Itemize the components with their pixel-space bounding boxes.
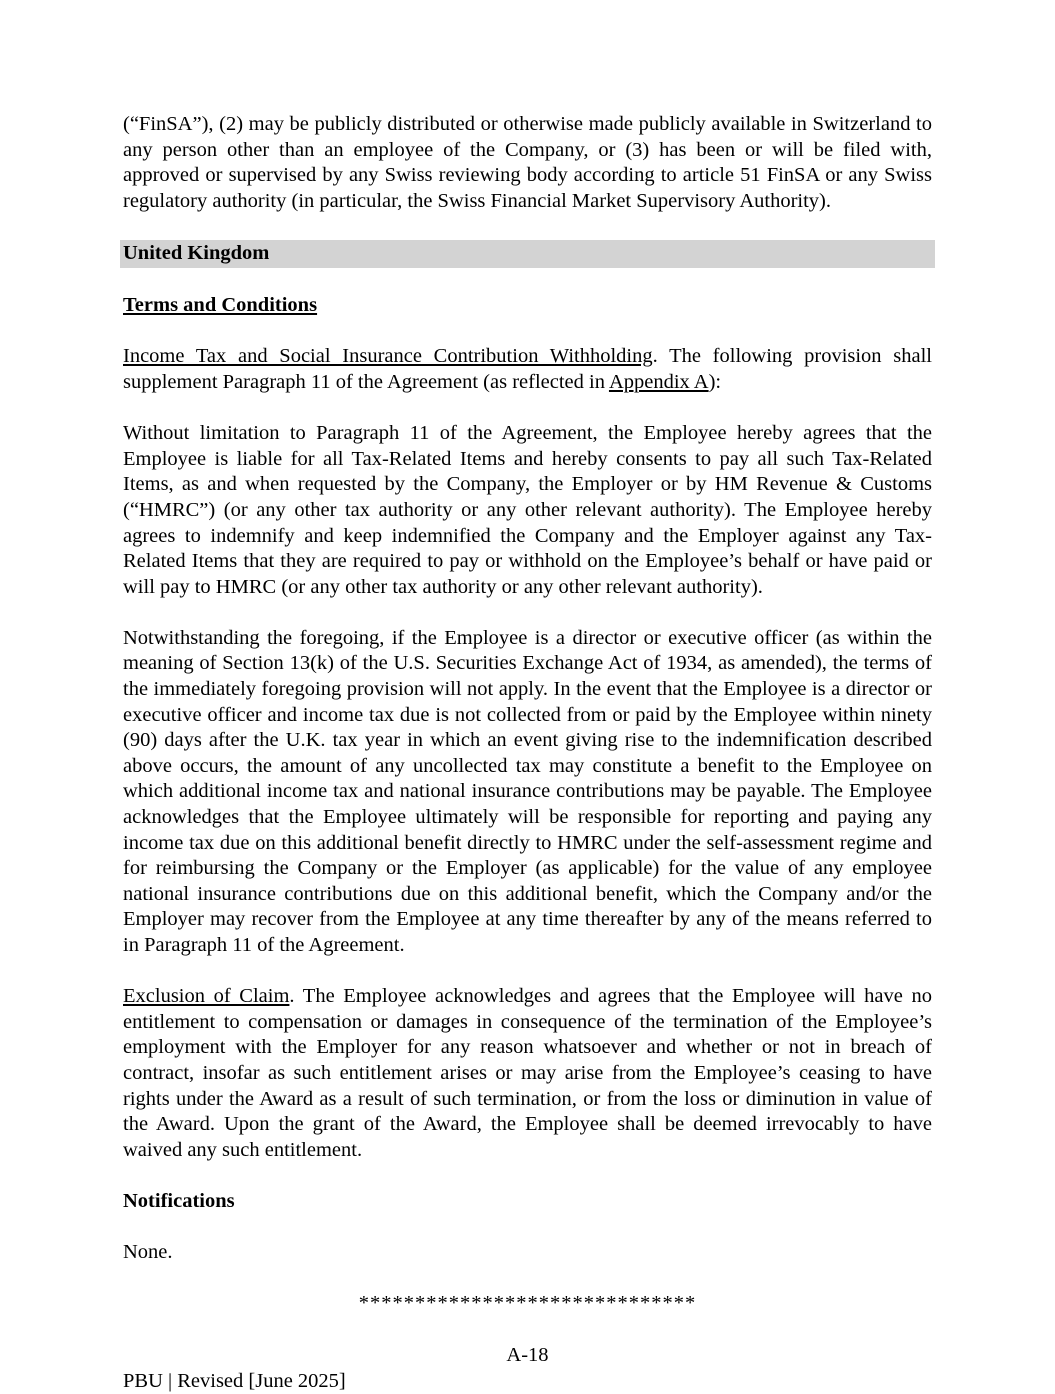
withholding-body-text: . The following provision shall supplement Paragraph 11 of the Agreement (as reflected in: [123, 345, 932, 393]
asterisk-separator: ******************************: [123, 1291, 932, 1317]
withholding-tail-text: ):: [709, 371, 722, 393]
tax-liability-paragraph: Without limitation to Paragraph 11 of the Agreement, the Employee hereby agrees that the Employee is liable for all Tax-Related Items and hereby consents to pay all such Tax-Related Items, as and when requested by the Company, the Employer or by HM Revenue & Customs (“HMRC”) (or any other tax authority or any other relevant authority). The Employee hereby agrees to indemnify and keep indemnified the Company and the Employer against any Tax-Related Items that they are required to pay or withhold on the Employee’s behalf or have paid or will pay to HMRC (or any other tax authority or any other relevant authority).: [123, 421, 932, 600]
exclusion-of-claim-paragraph: [123, 984, 932, 1163]
notifications-value: None.: [123, 1240, 932, 1266]
terms-and-conditions-heading: Terms and Conditions: [123, 293, 932, 319]
country-section-header: United Kingdom: [120, 240, 935, 268]
notwithstanding-paragraph: Notwithstanding the foregoing, if the Employee is a director or executive officer (as within the meaning of Section 13(k) of the U.S. Securities Exchange Act of 1934, as amended), the terms of the immediately foregoing provision will not apply. In the event that the Employee is a director or executive officer and income tax due is not collected from or paid by the Employee within ninety (90) days after the U.K. tax year in which an event giving rise to the indemnification described above occurs, the amount of any uncollected tax may constitute a benefit to the Employee on which additional income tax and national insurance contributions may be payable. The Employee acknowledges that the Employee ultimately will be responsible for reporting and paying any income tax due on this additional benefit directly to HMRC under the self-assessment regime and for reimbursing the Company or the Employer (as applicable) for the value of any employee national insurance contributions due on this additional benefit, which the Company and/or the Employer may recover from the Employee at any time thereafter by any of the means referred to in Paragraph 11 of the Agreement.: [123, 626, 932, 959]
page-number: A-18: [123, 1343, 932, 1369]
notifications-heading: Notifications: [123, 1189, 932, 1215]
withholding-paragraph: [123, 344, 932, 395]
exclusion-body-text: . The Employee acknowledges and agrees that the Employee will have no entitlement to compensation or damages in consequence of the termination of the Employee’s employment with the Employer for any reason whatsoever and whether or not in breach of contract, insofar as such entitlement arises or may arise from the Employee’s ceasing to have rights under the Award as a result of such termination, or from the loss or diminution in value of the Award. Upon the grant of the Award, the Employee shall be deemed irrevocably to have waived any such entitlement.: [123, 985, 932, 1161]
appendix-a-reference: Appendix A: [609, 371, 709, 393]
intro-paragraph: (“FinSA”), (2) may be publicly distributed or otherwise made publicly available in Switzerland to any person other than an employee of the Company, or (3) has been or will be filed with, approved or supervised by any Swiss reviewing body according to article 51 FinSA or any Swiss regulatory authority (in particular, the Swiss Financial Market Supervisory Authority).: [123, 112, 932, 214]
withholding-lead-in: Income Tax and Social Insurance Contribution Withholding: [123, 345, 653, 367]
footer-revision-label: PBU | Revised [June 2025]: [123, 1369, 932, 1394]
exclusion-lead-in: Exclusion of Claim: [123, 985, 289, 1007]
